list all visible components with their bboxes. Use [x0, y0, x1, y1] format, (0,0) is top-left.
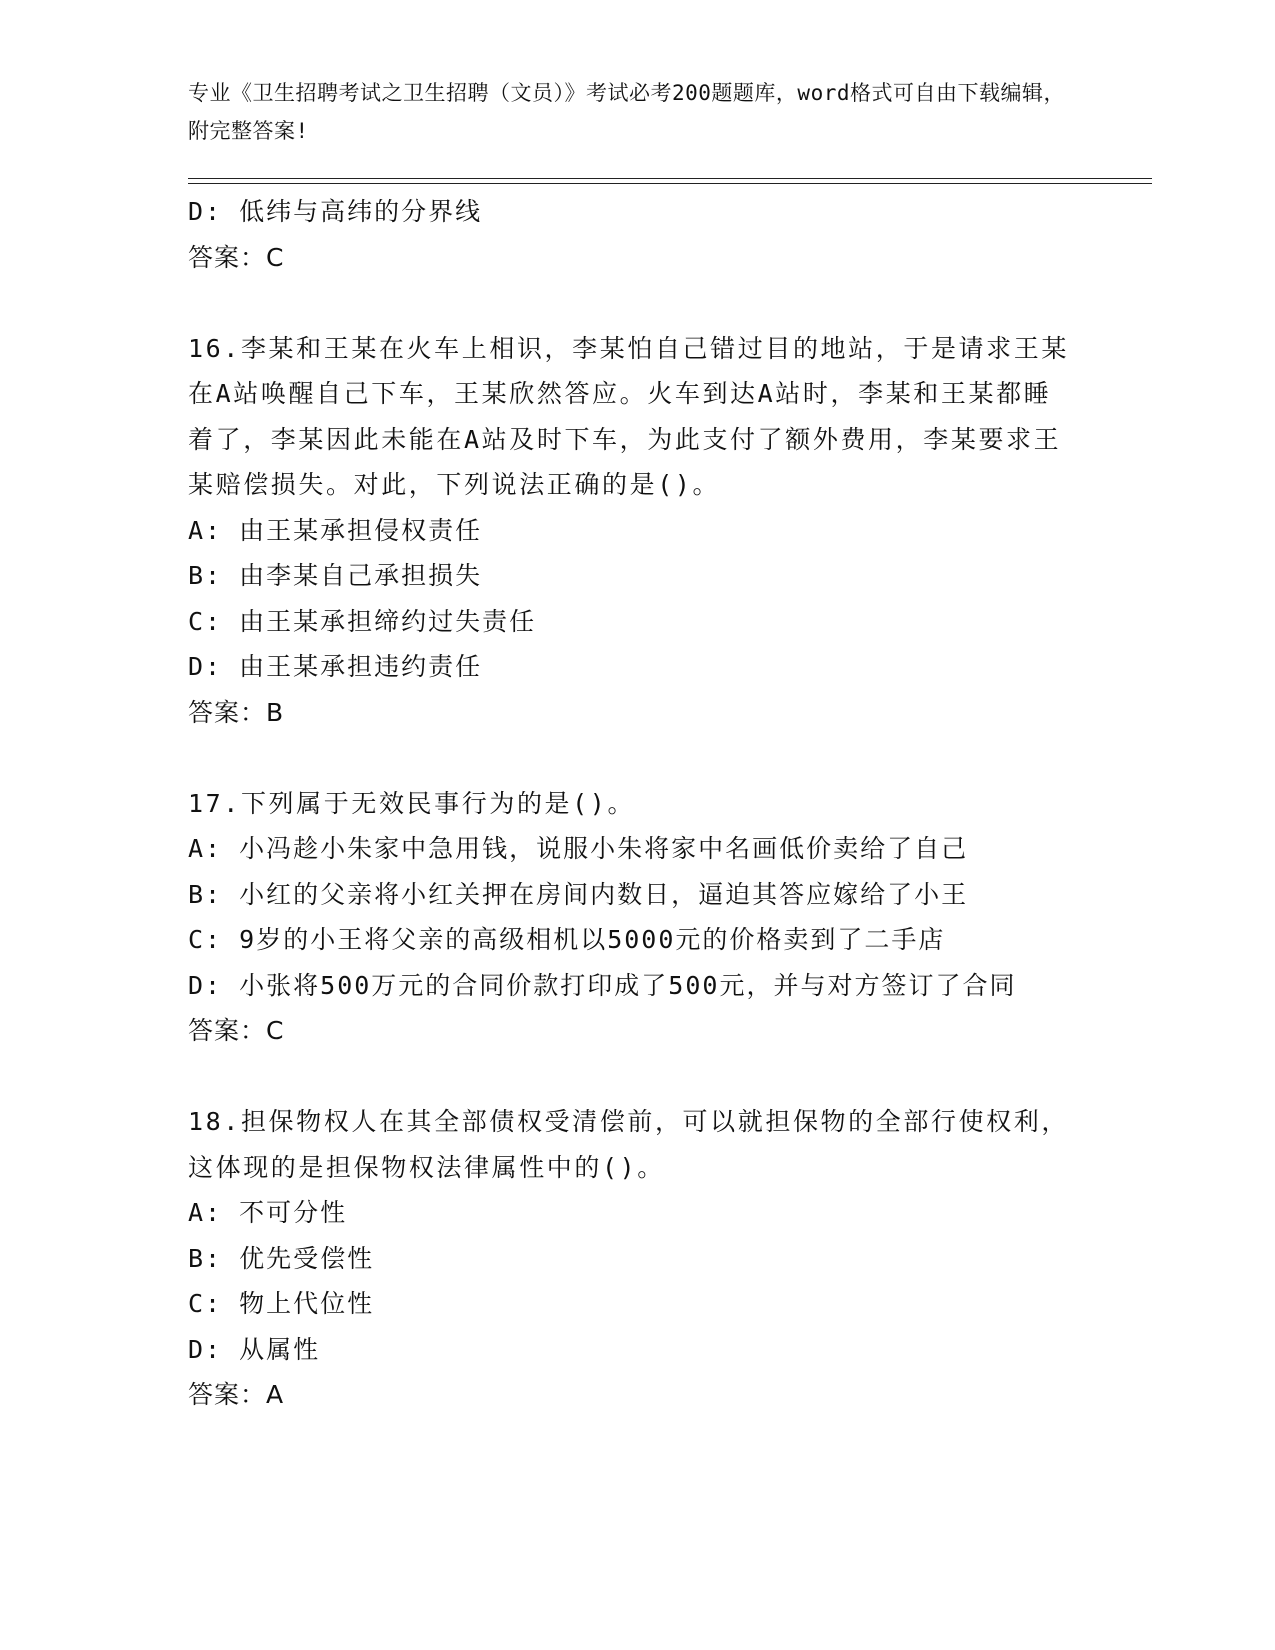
option-d: D: 低纬与高纬的分界线 [188, 197, 483, 226]
option-c: C: 由王某承担缔约过失责任 [188, 606, 537, 636]
option-d: D: 由王某承担违约责任 [188, 652, 483, 681]
answer-line: 答案：C [188, 242, 285, 272]
question-18 [188, 1099, 1108, 1418]
option-d: D: 从属性 [188, 1334, 321, 1364]
header-rule-top [188, 178, 1152, 179]
option-b: B: 优先受偿性 [188, 1243, 375, 1273]
question-16 [188, 326, 1108, 736]
question-stem: 18.担保物权人在其全部债权受清偿前，可以就担保物的全部行使权利，这体现的是担保物权法律属性中的()。 [188, 1107, 1069, 1182]
answer-line: 答案：C [188, 1016, 285, 1045]
option-b: B: 小红的父亲将小红关押在房间内数日，逼迫其答应嫁给了小王 [188, 879, 969, 909]
option-a: A: 不可分性 [188, 1198, 348, 1227]
question-17 [188, 781, 1108, 1054]
document-body [188, 189, 1108, 1418]
spacer [188, 280, 1108, 326]
option-a: A: 小冯趁小朱家中急用钱，说服小朱将家中名画低价卖给了自己 [188, 834, 969, 863]
option-c: C: 物上代位性 [188, 1289, 375, 1318]
option-b: B: 由李某自己承担损失 [188, 561, 483, 590]
option-d: D: 小张将500万元的合同价款打印成了500元，并与对方签订了合同 [188, 970, 1017, 1000]
option-a: A: 由王某承担侵权责任 [188, 515, 483, 545]
answer-line: 答案：B [188, 697, 285, 727]
spacer [188, 1054, 1108, 1100]
answer-line: 答案：A [188, 1380, 285, 1409]
option-c: C: 9岁的小王将父亲的高级相机以5000元的价格卖到了二手店 [188, 925, 946, 954]
header-rule-bottom [188, 183, 1152, 184]
question-stem: 16.李某和王某在火车上相识，李某怕自己错过目的地站，于是请求王某在A站唤醒自己下车，王某欣然答应。火车到达A站时，李某和王某都睡着了，李某因此未能在A站及时下车，为此支付了额外费用，李某要求王某赔偿损失。对此，下列说法正确的是()。 [188, 333, 1069, 499]
question-stem: 17.下列属于无效民事行为的是()。 [188, 788, 636, 818]
document-header: 专业《卫生招聘考试之卫生招聘（文员）》考试必考200题题库，word格式可自由下载编辑，附完整答案! [188, 81, 1065, 143]
spacer [188, 735, 1108, 781]
